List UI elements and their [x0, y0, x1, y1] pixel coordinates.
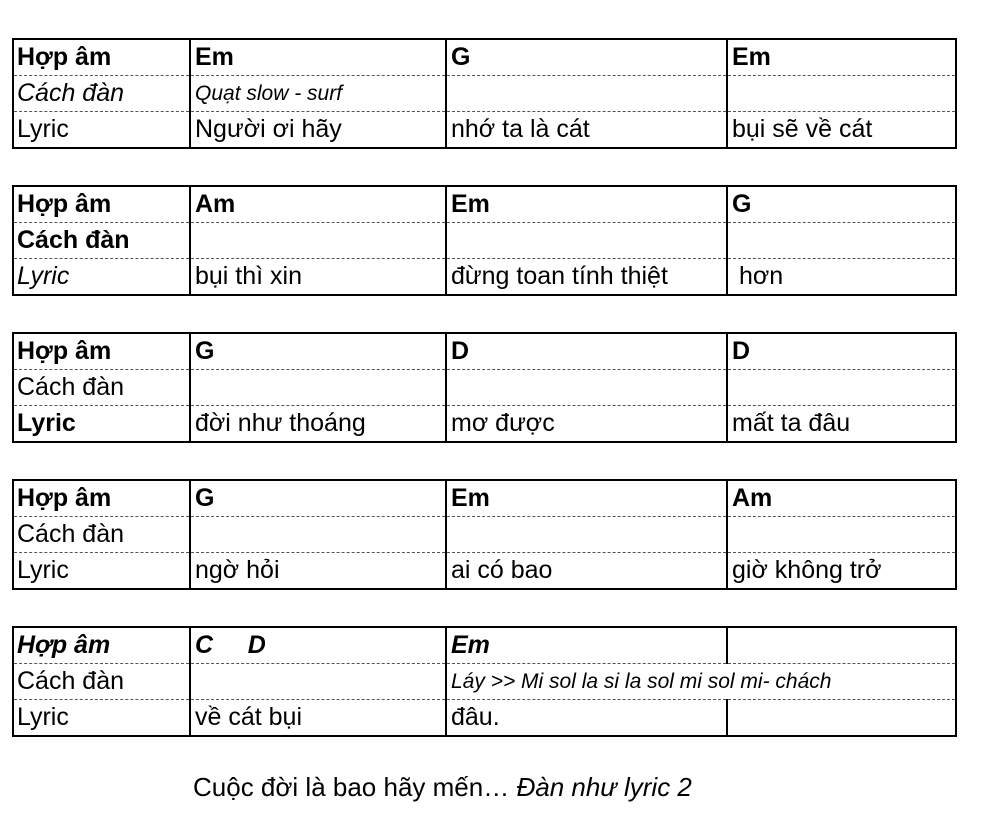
strum-cell	[190, 370, 446, 406]
lyric-cell: bụi thì xin	[190, 259, 446, 296]
lyric-cell: đâu.	[446, 700, 727, 737]
chord-cell: C D	[190, 627, 446, 664]
strum-row	[13, 223, 956, 259]
lyric-row	[13, 112, 956, 149]
strum-cell	[446, 370, 727, 406]
lyric-cell	[727, 700, 956, 737]
row-label-chord: Hợp âm	[17, 337, 112, 365]
lyric-row	[13, 700, 956, 737]
chord-row	[13, 480, 956, 517]
row-label-chord: Hợp âm	[17, 484, 112, 512]
row-label-strum: Cách đàn	[13, 223, 190, 259]
row-label-lyric: Lyric	[13, 406, 190, 443]
strum-cell	[446, 223, 727, 259]
chord-cell: Em	[190, 39, 446, 76]
chord-table-3	[12, 332, 957, 443]
chord-row	[13, 627, 956, 664]
row-label-strum: Cách đàn	[13, 664, 190, 700]
chord-sheet	[12, 38, 955, 773]
chord-table-2	[12, 185, 957, 296]
chord-row	[13, 186, 956, 223]
chord-cell	[727, 627, 956, 664]
lyric-cell: ngờ hỏi	[190, 553, 446, 590]
chord-cell: G	[727, 186, 956, 223]
strum-row	[13, 370, 956, 406]
chord-cell: D	[727, 333, 956, 370]
lyric-cell: nhớ ta là cát	[446, 112, 727, 149]
strum-cell	[446, 76, 727, 112]
lyric-cell: mơ được	[446, 406, 727, 443]
lyric-row	[13, 259, 956, 296]
lyric-cell: đừng toan tính thiệt	[446, 259, 727, 296]
lyric-cell: bụi sẽ về cát	[727, 112, 956, 149]
strum-cell	[727, 370, 956, 406]
chord-cell: D	[446, 333, 727, 370]
strum-cell	[727, 223, 956, 259]
row-label-chord: Hợp âm	[17, 43, 112, 71]
strum-cell: Quạt slow - surf	[190, 76, 446, 112]
lyric-cell: hơn	[727, 259, 956, 296]
strum-cell	[190, 517, 446, 553]
chord-row	[13, 333, 956, 370]
strum-cell	[446, 517, 727, 553]
row-label-lyric: Lyric	[13, 700, 190, 737]
row-label-lyric: Lyric	[13, 112, 190, 149]
strum-row	[13, 76, 956, 112]
chord-table-5	[12, 626, 957, 737]
row-label-lyric: Lyric	[13, 553, 190, 590]
strum-row	[13, 664, 956, 700]
chord-cell: G	[190, 480, 446, 517]
lyric-cell: Người ơi hãy	[190, 112, 446, 149]
footer-note	[193, 772, 692, 803]
strum-cell	[727, 517, 956, 553]
lyric-cell: giờ không trở	[727, 553, 956, 590]
chord-cell: Em	[446, 480, 727, 517]
lyric-cell: mất ta đâu	[727, 406, 956, 443]
lyric-cell: về cát bụi	[190, 700, 446, 737]
row-label-strum: Cách đàn	[13, 76, 190, 112]
chord-cell: Em	[446, 627, 727, 664]
chord-cell: Am	[190, 186, 446, 223]
footer-italic: Đàn như lyric 2	[516, 772, 692, 802]
lyric-row	[13, 406, 956, 443]
strum-cell: Láy >> Mi sol la si la sol mi sol mi- chách	[446, 664, 956, 700]
chord-cell: Em	[446, 186, 727, 223]
row-label-strum: Cách đàn	[13, 370, 190, 406]
row-label-chord: Hợp âm	[17, 631, 111, 659]
chord-table-4	[12, 479, 957, 590]
strum-row	[13, 517, 956, 553]
lyric-cell: ai có bao	[446, 553, 727, 590]
chord-cell: Am	[727, 480, 956, 517]
strum-cell	[190, 223, 446, 259]
chord-cell: G	[190, 333, 446, 370]
row-label-lyric: Lyric	[13, 259, 190, 296]
row-label-chord: Hợp âm	[17, 190, 112, 218]
lyric-row	[13, 553, 956, 590]
strum-cell	[727, 76, 956, 112]
lyric-cell: đời như thoáng	[190, 406, 446, 443]
strum-cell	[190, 664, 446, 700]
chord-cell: G	[446, 39, 727, 76]
row-label-strum: Cách đàn	[13, 517, 190, 553]
footer-text: Cuộc đời là bao hãy mến…	[193, 772, 517, 802]
chord-table-1	[12, 38, 957, 149]
chord-row	[13, 39, 956, 76]
chord-cell: Em	[727, 39, 956, 76]
